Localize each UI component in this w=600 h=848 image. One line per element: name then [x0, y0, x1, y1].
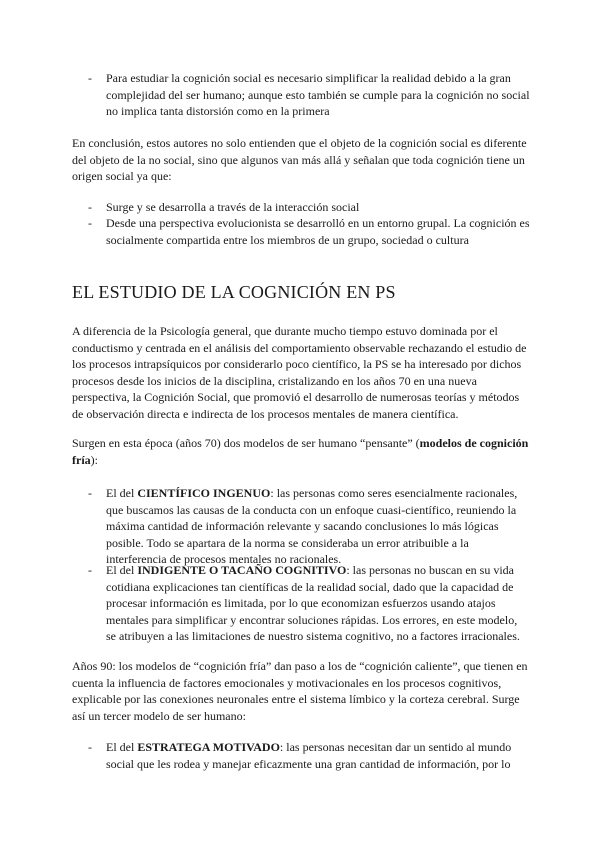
- list-item-text: Para estudiar la cognición social es necesario simplificar la realidad debido a la gran complejidad del ser humano; aunque esto también se cumple para la cognición no social no implica tanta distorsión como en la primera: [106, 71, 530, 119]
- bold-term: ESTRATEGA MOTIVADO: [137, 740, 280, 754]
- text-run: Surgen en esta época (años 70) dos modelos de ser humano “pensante” (: [72, 436, 420, 450]
- bold-term: CIENTÍFICO INGENUO: [137, 486, 271, 500]
- text-run: ):: [90, 452, 98, 467]
- list-item: [88, 215, 530, 248]
- bullet-dash: -: [88, 200, 92, 214]
- text-run: El del: [106, 740, 138, 754]
- list-item: [88, 562, 530, 645]
- section-heading: EL ESTUDIO DE LA COGNICIÓN EN PS: [72, 282, 396, 302]
- bullet-dash: -: [88, 563, 92, 577]
- paragraph-intro: A diferencia de la Psicología general, que durante mucho tiempo estuvo dominada por el conductismo y centrada en el análisis del comportamiento observable rechazando el estudio de los procesos intrapsíquicos por considerarlo poco científico, la PS se ha interesado por dichos procesos desde los inicios de la disciplina, cristalizando en los años 70 en una nueva perspectiva, la Cognición Social, que promovió el desarrollo de numerosas teorías y métodos de observación directa e indirecta de los procesos mentales de manera científica.: [72, 324, 527, 421]
- bullet-dash: -: [88, 486, 92, 500]
- text-run: El del: [106, 486, 138, 500]
- text-run: : las personas necesitan dar un sentido al mundo social que les rodea y manejar eficazmente una gran cantidad de información, por lo: [106, 740, 512, 771]
- paragraph-conclusion: En conclusión, estos autores no solo entienden que el objeto de la cognición social es diferente del objeto de la no social, sino que algunos van más allá y señalan que toda cognición tiene un origen social ya que:: [72, 136, 527, 184]
- list-item-text: [106, 562, 530, 645]
- bullet-dash: -: [88, 216, 92, 230]
- list-item: [88, 739, 530, 772]
- list-item-text: [106, 739, 530, 772]
- paragraph-hot-cognition: Años 90: los modelos de “cognición fría” dan paso a los de “cognición caliente”, que tienen en cuenta la influencia de factores emocionales y motivacionales en los procesos cognitivos, explicable por las conexiones neuronales entre el sistema límbico y la corteza cerebral. Surge así un tercer modelo de ser humano:: [72, 659, 528, 723]
- list-item-text: Surge y se desarrolla a través de la interacción social: [106, 200, 360, 214]
- list-item: [88, 70, 530, 120]
- text-run: : las personas no buscan en su vida cotidiana explicaciones tan científicas de la realidad social, dado que la capacidad de procesar información es limitada, por lo que economizan esfuerzos usando atajos mentales para simplificar y encontrar soluciones rápidas. Los errores, en este modelo, se atribuyen a las limitaciones de nuestro sistema cognitivo, no a factores irracionales.: [106, 563, 520, 644]
- bold-term: INDIGENTE O TACAÑO COGNITIVO: [137, 563, 347, 577]
- list-item-text: [106, 485, 530, 568]
- bold-term: modelos de cognición fría: [72, 436, 529, 467]
- list-item-text: Desde una perspectiva evolucionista se desarrolló en un entorno grupal. La cognición es socialmente compartida entre los miembros de un grupo, sociedad o cultura: [106, 216, 530, 247]
- bullet-dash: -: [88, 71, 92, 85]
- text-run: : las personas como seres esencialmente racionales, que buscamos las causas de la conducta con un enfoque cuasi-científico, reuniendo la máxima cantidad de información relevante y sacando conclusiones lo más lógicas posible. Todo se apartara de la norma se consideraba un error atribuible a la interferencia de procesos mentales no racionales.: [106, 486, 518, 567]
- text-run: El del: [106, 563, 138, 577]
- list-item: [88, 485, 530, 568]
- list-item: [88, 199, 530, 216]
- bullet-dash: -: [88, 740, 92, 754]
- paragraph-models: [72, 435, 532, 468]
